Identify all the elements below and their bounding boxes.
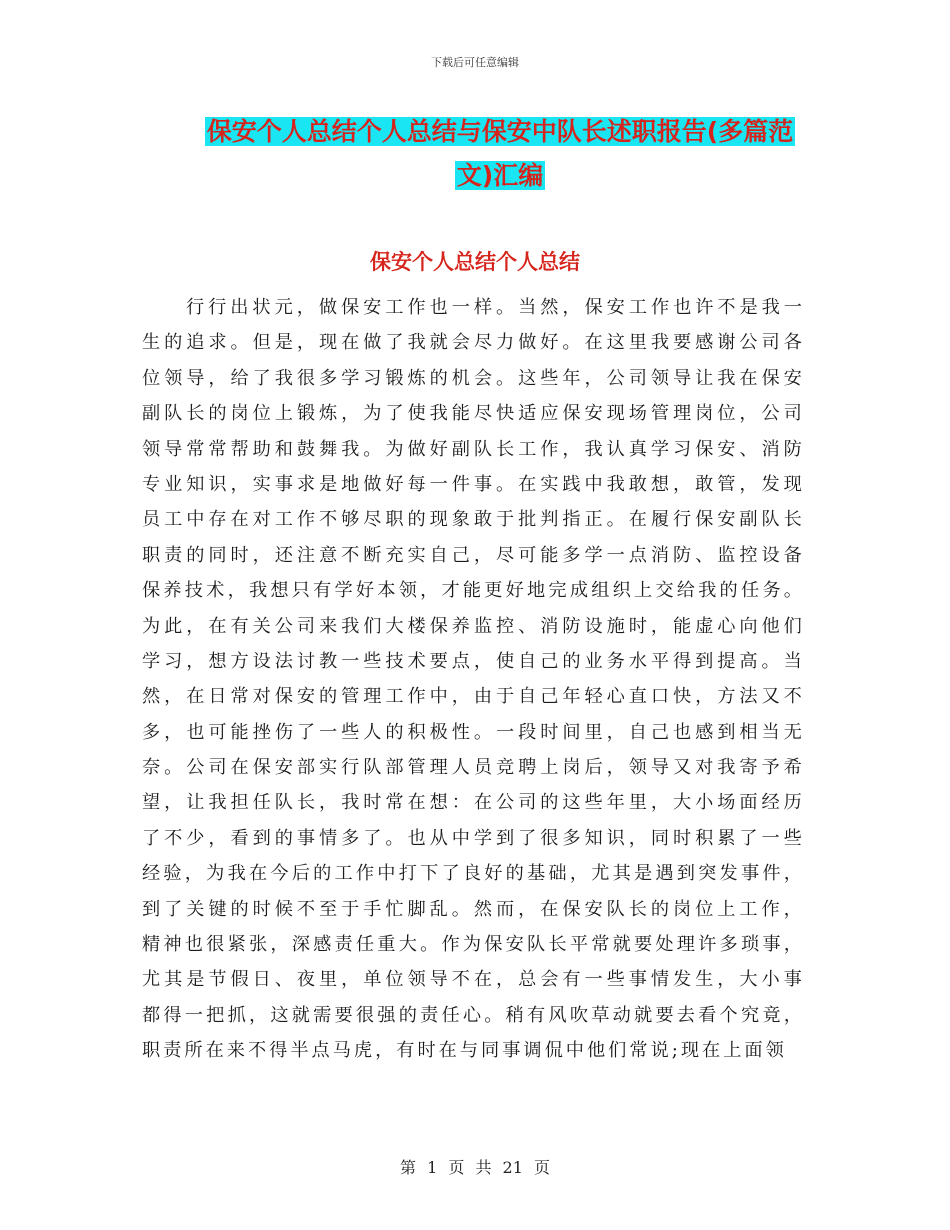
body-line: 职 责 的 同 时 ， 还 注 意 不 断 充 实 自 己 ， 尽 可 能 多 学 一 点 消 防 、 监 控 设 备 [142, 544, 802, 566]
body-line: 了 不 少 ， 看 到 的 事 情 多 了 。 也 从 中 学 到 了 很 多 知 识 ， 同 时 积 累 了 一 些 [142, 827, 802, 849]
section-title: 保安个人总结个人总结 [370, 250, 580, 274]
body-line: 多 ， 也 可 能 挫 伤 了 一 些 人 的 积 极 性 。 一 段 时 间 里 ， 自 己 也 感 到 相 当 无 [142, 721, 802, 743]
body-line: 经 验 ， 为 我 在 今 后 的 工 作 中 打 下 了 良 好 的 基 础 ， 尤 其 是 遇 到 突 发 事 件 ， [142, 863, 802, 885]
body-line: 都 得 一 把 抓 ， 这 就 需 要 很 强 的 责 任 心 。 稍 有 风 吹 草 动 就 要 去 看 个 究 竟 ， [142, 1004, 802, 1026]
body-line: 行 行 出 状 元 ， 做 保 安 工 作 也 一 样 。 当 然 ， 保 安 工 作 也 许 不 是 我 一 [186, 297, 802, 318]
body-line: 员 工 中 存 在 对 工 作 不 够 尽 职 的 现 象 敢 于 批 判 指 正 。 在 履 行 保 安 副 队 长 [142, 509, 802, 531]
body-line: 奈 。 公 司 在 保 安 部 实 行 队 部 管 理 人 员 竞 聘 上 岗 后 ， 领 导 又 对 我 寄 予 希 [142, 757, 802, 779]
body-line: 副 队 长 的 岗 位 上 锻 炼 ， 为 了 使 我 能 尽 快 适 应 保 安 现 场 管 理 岗 位 ， 公 司 [142, 403, 802, 425]
body-line: 到 了 关 键 的 时 候 不 至 于 手 忙 脚 乱 。 然 而 ， 在 保 安 队 长 的 岗 位 上 工 作 ， [142, 898, 802, 920]
body-line: 望 ， 让 我 担 任 队 长 ， 我 时 常 在 想 ： 在 公 司 的 这 些 年 里 ， 大 小 场 面 经 历 [142, 792, 802, 814]
page-footer: 第 1 页 共 21 页 [400, 1158, 550, 1177]
body-line: 然 ， 在 日 常 对 保 安 的 管 理 工 作 中 ， 由 于 自 己 年 轻 心 直 口 快 ， 方 法 又 不 [142, 686, 802, 708]
header-note: 下载后可任意编辑 [431, 56, 519, 69]
document-title [180, 110, 820, 198]
document-title-line1: 保安个人总结个人总结与保安中队长述职报告(多篇范 [206, 117, 794, 146]
body-line: 职责所在来不得半点马虎，有时在与同事调侃中他们常说;现在上面领 [142, 1040, 787, 1062]
body-line: 位 领 导 ， 给 了 我 很 多 学 习 锻 炼 的 机 会 。 这 些 年 ， 公 司 领 导 让 我 在 保 安 [142, 367, 802, 389]
body-line: 精 神 也 很 紧 张 ， 深 感 责 任 重 大 。 作 为 保 安 队 长 平 常 就 要 处 理 许 多 琐 事 ， [142, 934, 802, 956]
body-line: 尤 其 是 节 假 日 、 夜 里 ， 单 位 领 导 不 在 ， 总 会 有 一 些 事 情 发 生 ， 大 小 事 [142, 969, 802, 991]
body-line: 为 此 ， 在 有 关 公 司 来 我 们 大 楼 保 养 监 控 、 消 防 设 施 时 ， 能 虚 心 向 他 们 [142, 615, 802, 637]
body-line: 保 养 技 术 ， 我 想 只 有 学 好 本 领 ， 才 能 更 好 地 完 成 组 织 上 交 给 我 的 任 务 。 [142, 580, 802, 602]
body-line: 领 导 常 常 帮 助 和 鼓 舞 我 。 为 做 好 副 队 长 工 作 ， 我 认 真 学 习 保 安 、 消 防 [142, 438, 802, 460]
body-line: 生 的 追 求 。 但 是 ， 现 在 做 了 我 就 会 尽 力 做 好 。 在 这 里 我 要 感 谢 公 司 各 [142, 332, 802, 354]
body-text [142, 290, 802, 1069]
document-title-line2: 文)汇编 [456, 161, 544, 190]
body-line: 学 习 ， 想 方 设 法 讨 教 一 些 技 术 要 点 ， 使 自 己 的 业 务 水 平 得 到 提 高 。 当 [142, 650, 802, 672]
body-line: 专 业 知 识 ， 实 事 求 是 地 做 好 每 一 件 事 。 在 实 践 中 我 敢 想 ， 敢 管 ， 发 现 [142, 473, 802, 495]
